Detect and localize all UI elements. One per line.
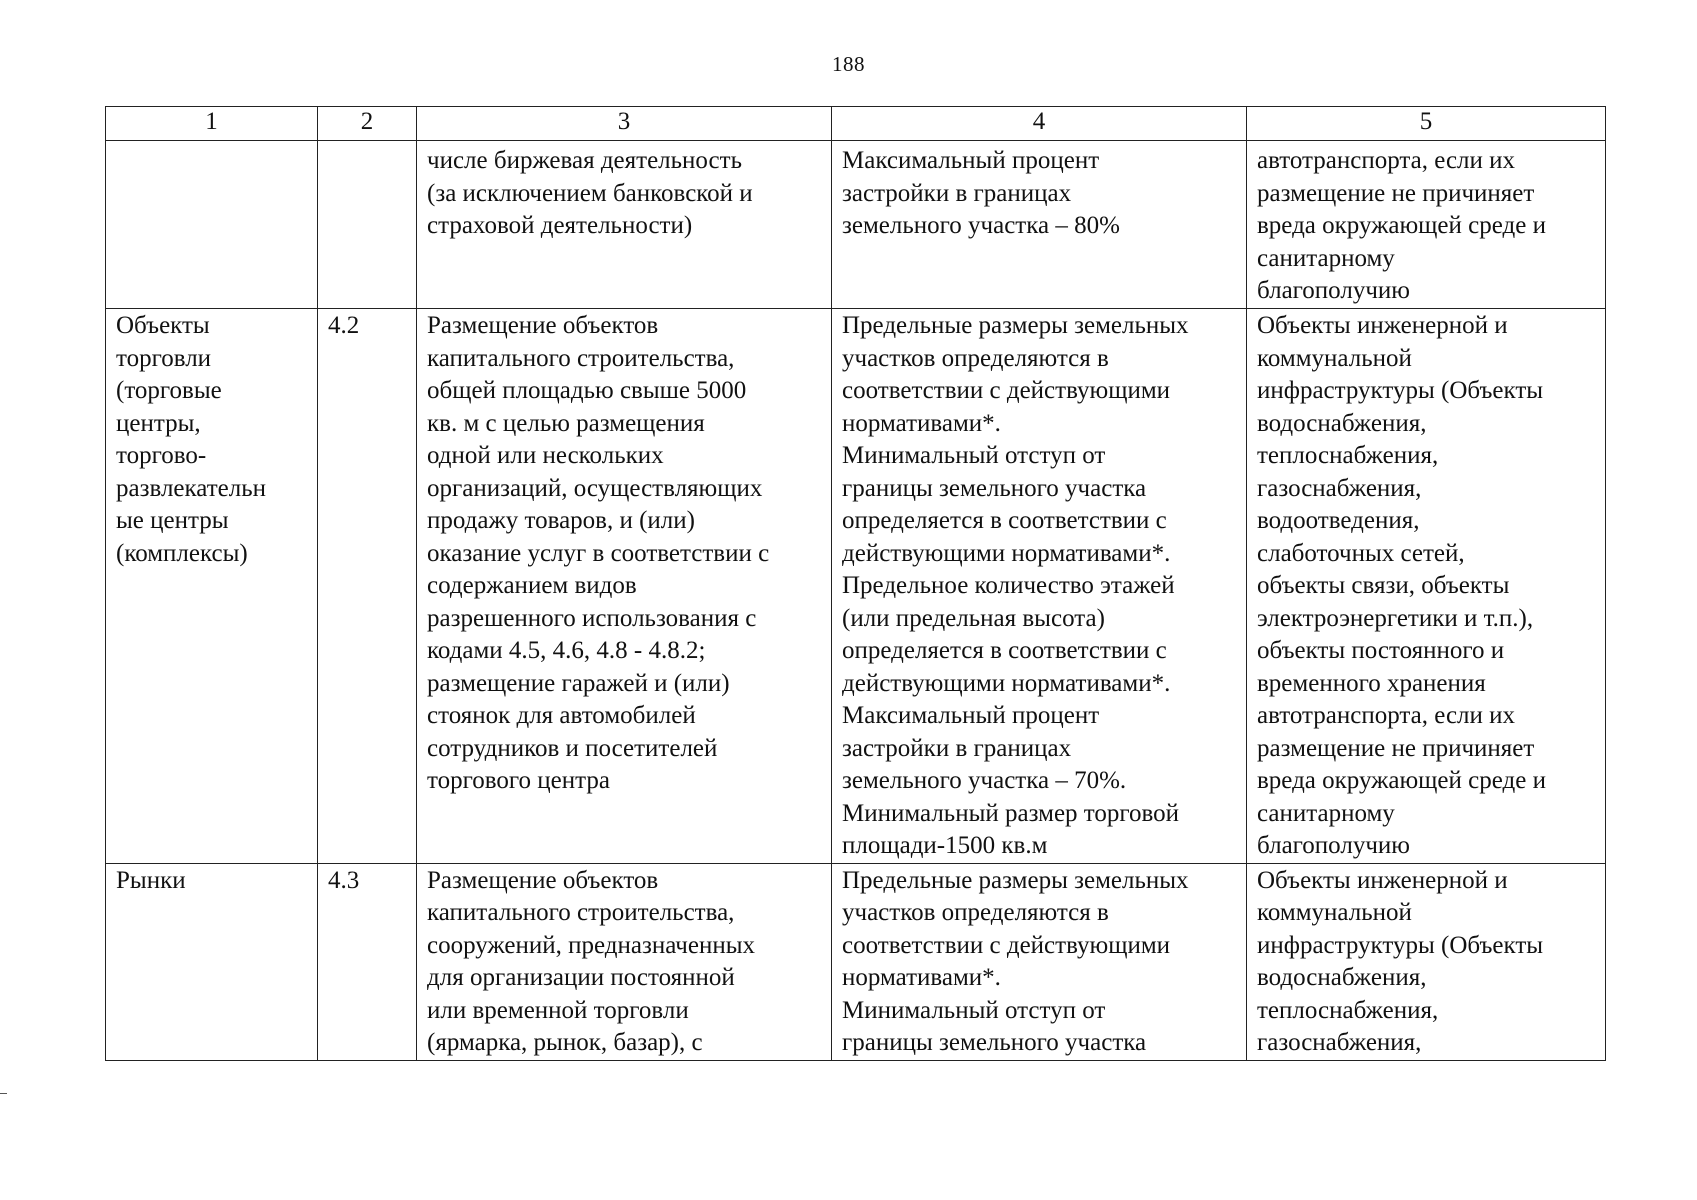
table-row [106,863,1606,1060]
use-type-cell: Объекты торговли (торговые центры, торгово- развлекательн ые центры (комплексы) [106,309,318,864]
use-code-cell [318,141,417,309]
use-code-cell: 4.2 [318,309,417,864]
use-type-cell [106,141,318,309]
use-description-cell: числе биржевая деятельность (за исключением банковской и страховой деятельности) [417,141,832,309]
parameters-cell: Максимальный процент застройки в границах земельного участка – 80% [832,141,1247,309]
use-code-cell: 4.3 [318,863,417,1060]
margin-mark [0,1093,7,1094]
column-header-2: 2 [318,107,417,141]
table-row [106,309,1606,864]
use-description-cell: Размещение объектов капитального строительства, общей площадью свыше 5000 кв. м с целью размещения одной или нескольких организаций, осуществляющих продажу товаров, и (или) оказание услуг в соответствии с содержанием видов разрешенного использования с кодами 4.5, 4.6, 4.8 - 4.8.2; размещение гаражей и (или) стоянок для автомобилей сотрудников и посетителей торгового центра [417,309,832,864]
page-number: 188 [832,52,865,76]
use-description-cell: Размещение объектов капитального строительства, сооружений, предназначенных для организации постоянной или временной торговли (ярмарка, рынок, базар), с [417,863,832,1060]
column-header-4: 4 [832,107,1247,141]
parameters-cell: Предельные размеры земельных участков определяются в соответствии с действующими нормативами*. Минимальный отступ от границы земельного участка определяется в соответствии с действующими нормативами*. Предельное количество этажей (или предельная высота) определяется в соответствии с действующими нормативами*. Максимальный процент застройки в границах земельного участка – 70%. Минимальный размер торговой площади-1500 кв.м [832,309,1247,864]
column-header-5: 5 [1247,107,1606,141]
use-type-cell: Рынки [106,863,318,1060]
auxiliary-uses-cell: автотранспорта, если их размещение не причиняет вреда окружающей среде и санитарному благополучию [1247,141,1606,309]
parameters-cell: Предельные размеры земельных участков определяются в соответствии с действующими нормативами*. Минимальный отступ от границы земельного участка [832,863,1247,1060]
auxiliary-uses-cell: Объекты инженерной и коммунальной инфраструктуры (Объекты водоснабжения, теплоснабжения, газоснабжения, водоотведения, слаботочных сетей, объекты связи, объекты электроэнергетики и т.п.), объекты постоянного и временного хранения автотранспорта, если их размещение не причиняет вреда окружающей среде и санитарному благополучию [1247,309,1606,864]
column-header-3: 3 [417,107,832,141]
zoning-regulations-table [105,106,1606,1061]
table-row [106,141,1606,309]
auxiliary-uses-cell: Объекты инженерной и коммунальной инфраструктуры (Объекты водоснабжения, теплоснабжения, газоснабжения, [1247,863,1606,1060]
column-header-1: 1 [106,107,318,141]
table-header-row [106,107,1606,141]
